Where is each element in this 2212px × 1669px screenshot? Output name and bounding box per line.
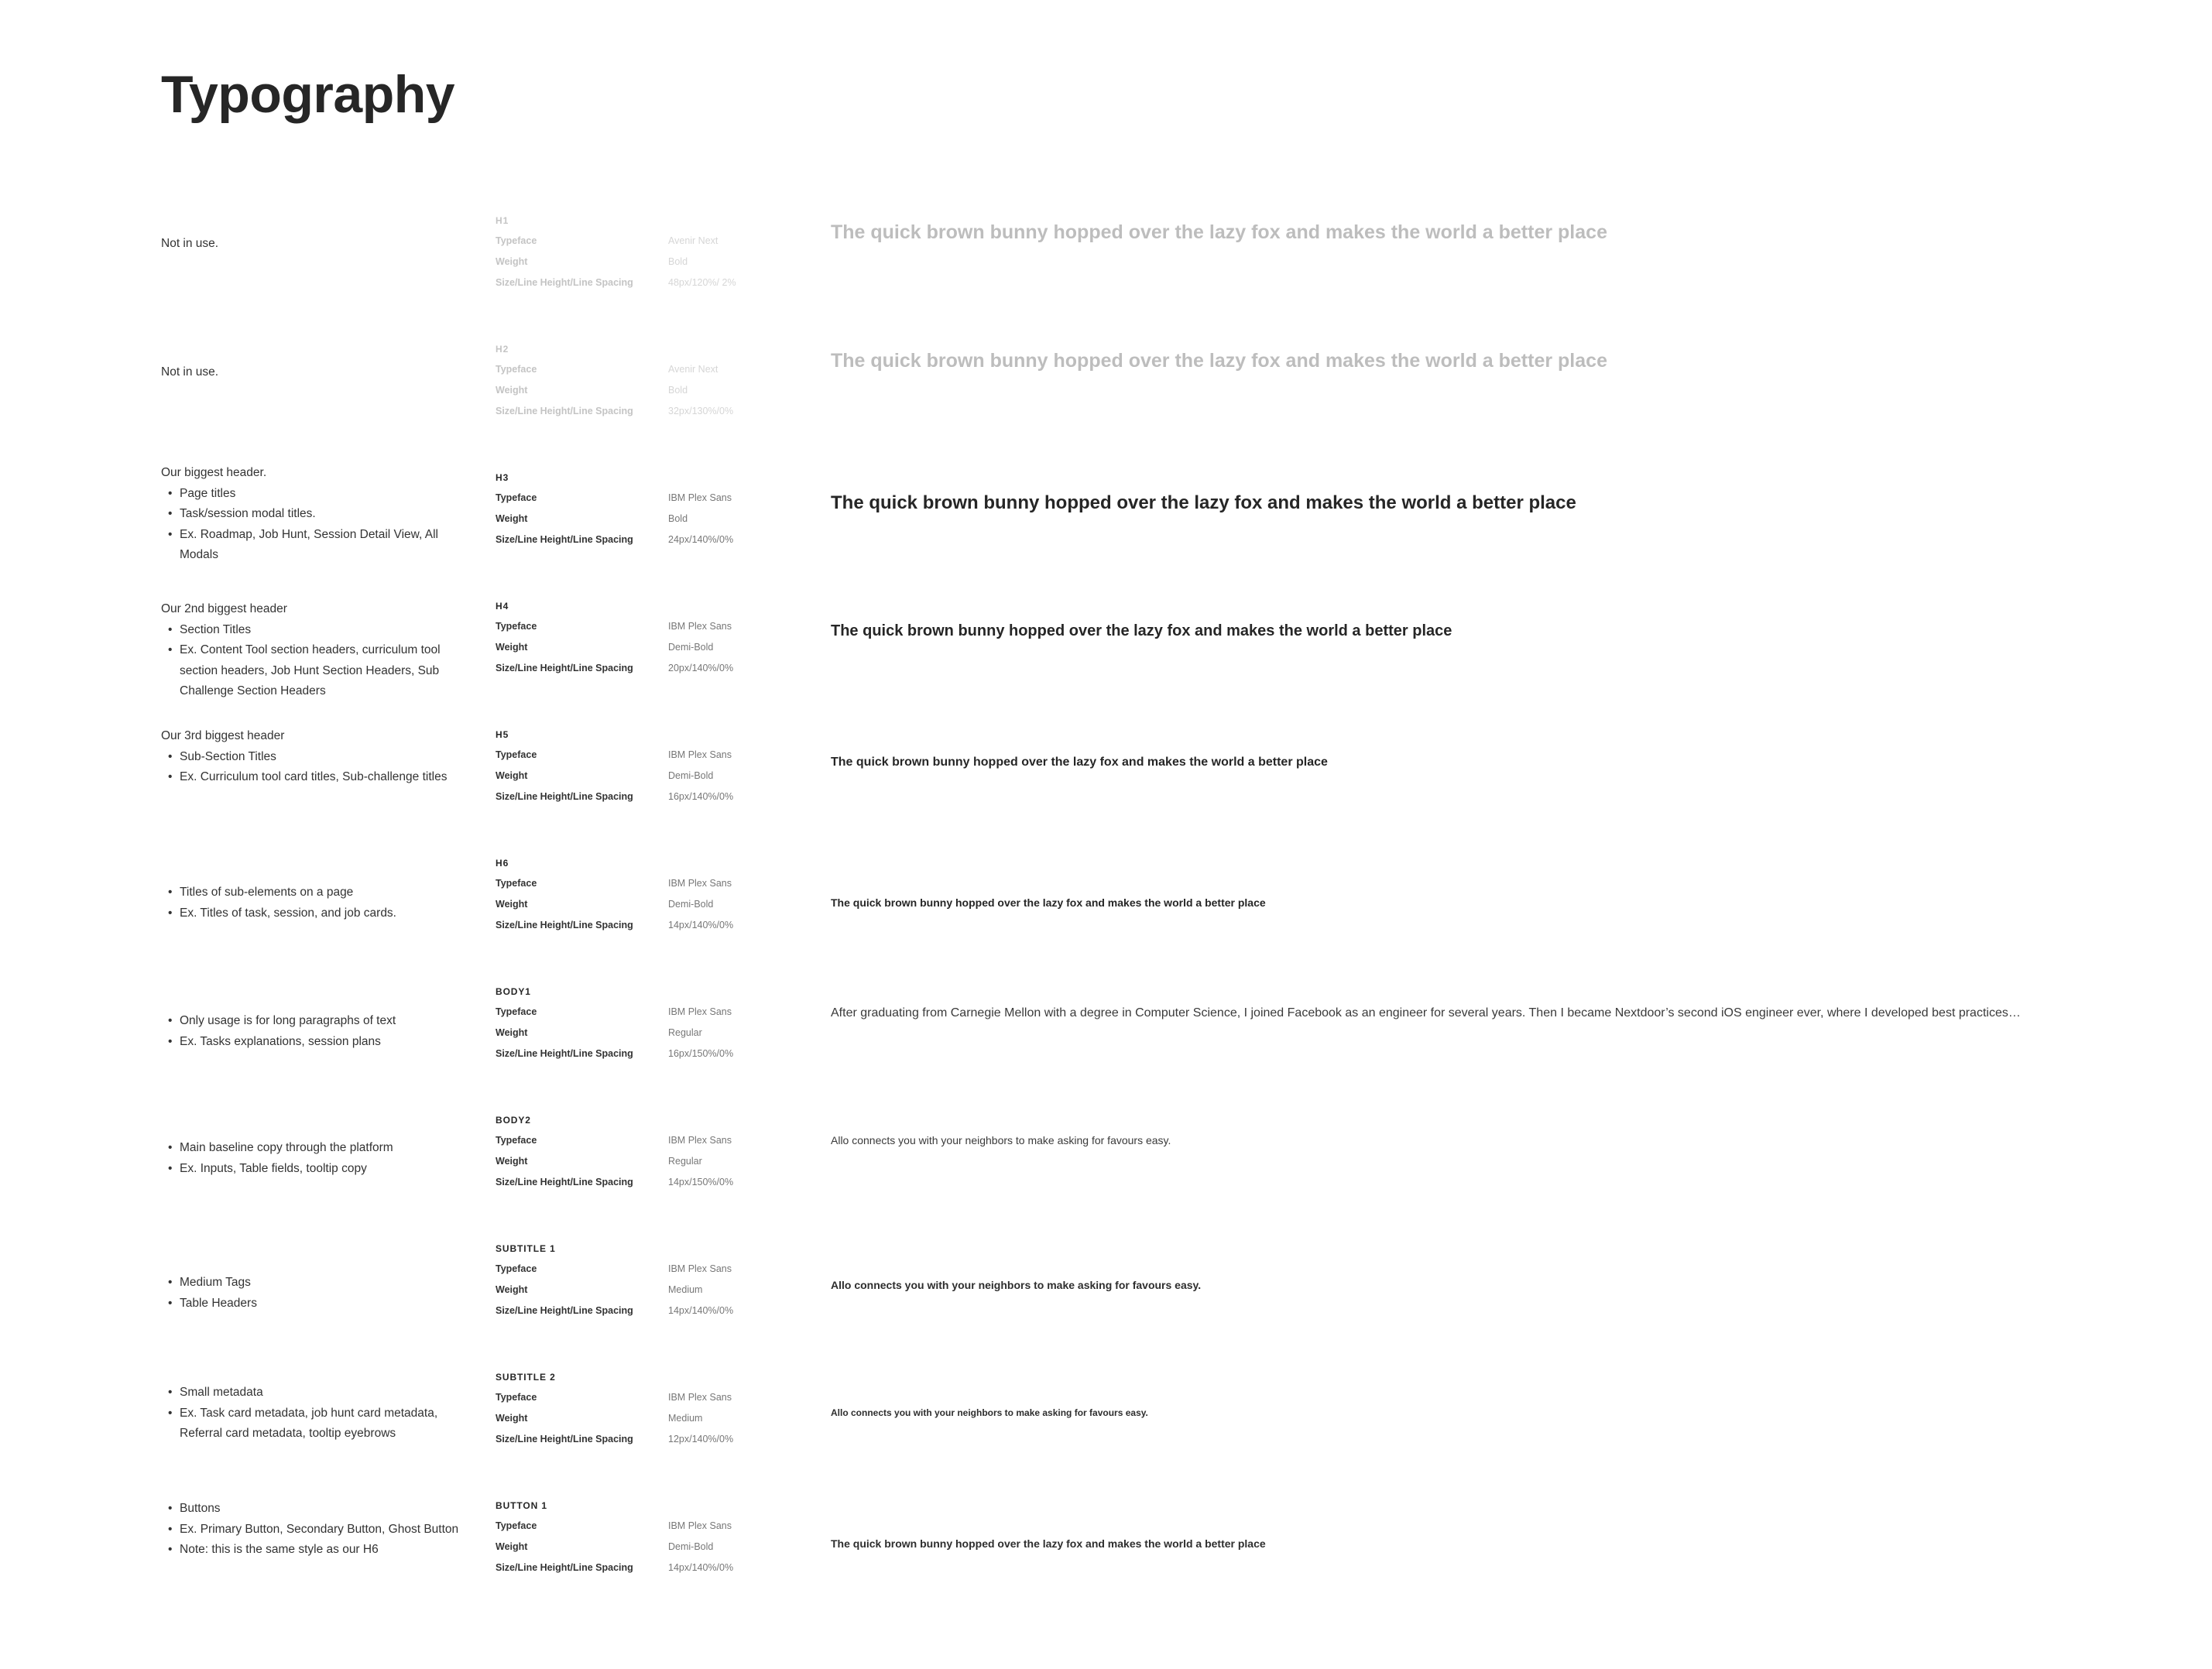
spec-block [496,1110,774,1193]
spec-size [496,401,774,422]
sample-text: Allo connects you with your neighbors to make asking for favours easy. [831,1407,1148,1418]
usage-bullet: • Main baseline copy through the platform [180,1138,463,1159]
spec-size-label: Size/Line Height/Line Spacing [496,277,633,288]
sample-text: The quick brown bunny hopped over the lazy fox and makes the world a better place [831,350,1607,372]
spec-size-label: Size/Line Height/Line Spacing [496,663,633,673]
usage-intro: Our 3rd biggest header [161,729,285,742]
spec-typeface-label: Typeface [496,1263,537,1274]
usage-bullet: • Ex. Task card metadata, job hunt card metadata, Referral card metadata, tooltip eyebrows [180,1403,463,1445]
spec-typeface-value: Avenir Next [668,364,718,375]
usage-bullet-list [161,1138,463,1179]
usage-bullet: • Ex. Curriculum tool card titles, Sub-challenge titles [180,767,463,788]
usage-intro: Our 2nd biggest header [161,602,287,615]
spec-typeface-value: IBM Plex Sans [668,1006,732,1017]
usage-bullet: • Medium Tags [180,1273,463,1294]
spec-weight-label: Weight [496,256,528,267]
style-name: SUBTITLE 2 [496,1372,556,1383]
spec-weight [496,1023,774,1044]
spec-size-value: 16px/150%/0% [668,1048,734,1059]
usage-bullet-list [161,484,463,566]
style-name: BUTTON 1 [496,1500,547,1511]
spec-typeface [496,231,774,252]
usage-description [161,1499,463,1561]
spec-typeface-value: IBM Plex Sans [668,1392,732,1403]
spec-weight-label: Weight [496,1284,528,1295]
spec-weight-label: Weight [496,1541,528,1552]
spec-size [496,1172,774,1193]
spec-weight [496,1408,774,1429]
spec-typeface-label: Typeface [496,1392,537,1403]
spec-size-label: Size/Line Height/Line Spacing [496,1562,633,1573]
spec-size-value: 14px/140%/0% [668,1562,734,1573]
spec-weight [496,380,774,401]
spec-weight [496,766,774,787]
spec-block [496,1239,774,1321]
usage-bullet-list [161,1499,463,1561]
spec-typeface-value: IBM Plex Sans [668,1520,732,1531]
usage-description [161,599,463,702]
spec-block [496,211,774,293]
style-name: BODY1 [496,986,531,997]
spec-weight-label: Weight [496,1413,528,1424]
usage-bullet-list [161,1383,463,1445]
spec-weight-label: Weight [496,1027,528,1038]
spec-weight-value: Demi-Bold [668,899,714,910]
usage-description [161,1273,463,1314]
spec-typeface-label: Typeface [496,878,537,889]
spec-typeface-label: Typeface [496,1520,537,1531]
spec-typeface [496,1130,774,1151]
spec-typeface-label: Typeface [496,235,537,246]
usage-bullet: • Ex. Tasks explanations, session plans [180,1032,463,1053]
usage-bullet: • Buttons [180,1499,463,1520]
usage-bullet: • Table Headers [180,1294,463,1314]
spec-weight [496,509,774,529]
spec-size-label: Size/Line Height/Line Spacing [496,406,633,416]
spec-size [496,272,774,293]
spec-size-label: Size/Line Height/Line Spacing [496,1434,633,1445]
spec-typeface-value: IBM Plex Sans [668,749,732,760]
usage-bullet: • Ex. Inputs, Table fields, tooltip copy [180,1159,463,1180]
style-name: H5 [496,729,509,740]
spec-weight-value: Bold [668,513,688,524]
spec-size-value: 16px/140%/0% [668,791,734,802]
spec-weight-label: Weight [496,899,528,910]
spec-size-label: Size/Line Height/Line Spacing [496,1305,633,1316]
sample-text: The quick brown bunny hopped over the lazy fox and makes the world a better place [831,221,1607,243]
spec-weight [496,637,774,658]
spec-typeface-value: Avenir Next [668,235,718,246]
usage-bullet-list [161,1011,463,1052]
spec-block [496,468,774,550]
style-name: H2 [496,344,509,355]
spec-size [496,1301,774,1321]
spec-block [496,1367,774,1450]
spec-weight-value: Bold [668,385,688,396]
spec-size-value: 24px/140%/0% [668,534,734,545]
spec-weight-label: Weight [496,770,528,781]
sample-text: The quick brown bunny hopped over the lazy fox and makes the world a better place [831,896,1266,909]
usage-bullet-list [161,1273,463,1314]
spec-typeface-label: Typeface [496,492,537,503]
spec-typeface-label: Typeface [496,1135,537,1146]
usage-bullet: • Titles of sub-elements on a page [180,882,463,903]
spec-typeface [496,1516,774,1537]
spec-size [496,529,774,550]
spec-size-value: 14px/150%/0% [668,1177,734,1187]
spec-size [496,1558,774,1578]
spec-typeface [496,1259,774,1280]
spec-size-value: 12px/140%/0% [668,1434,734,1445]
spec-weight [496,1537,774,1558]
spec-block [496,1496,774,1578]
spec-weight [496,1151,774,1172]
usage-description [161,463,463,566]
spec-block [496,339,774,422]
sample-text: The quick brown bunny hopped over the lazy fox and makes the world a better place [831,622,1452,639]
style-name: H6 [496,858,509,869]
spec-weight-value: Medium [668,1413,703,1424]
usage-bullet-list [161,747,463,788]
usage-bullet-list [161,882,463,924]
sample-text: The quick brown bunny hopped over the lazy fox and makes the world a better place [831,492,1576,513]
spec-typeface [496,873,774,894]
spec-weight [496,1280,774,1301]
spec-size-label: Size/Line Height/Line Spacing [496,791,633,802]
spec-weight-value: Demi-Bold [668,1541,714,1552]
usage-description [161,362,463,383]
spec-typeface [496,488,774,509]
usage-intro: Not in use. [161,365,219,379]
usage-description [161,1138,463,1179]
style-name: H1 [496,215,509,226]
usage-description [161,234,463,255]
spec-typeface-label: Typeface [496,1006,537,1017]
spec-typeface-label: Typeface [496,621,537,632]
spec-typeface-value: IBM Plex Sans [668,621,732,632]
usage-bullet: • Small metadata [180,1383,463,1403]
usage-bullet: • Task/session modal titles. [180,504,463,525]
spec-block [496,725,774,807]
spec-size-label: Size/Line Height/Line Spacing [496,1048,633,1059]
spec-size-value: 14px/140%/0% [668,1305,734,1316]
spec-weight-label: Weight [496,385,528,396]
spec-size-label: Size/Line Height/Line Spacing [496,920,633,930]
spec-size [496,658,774,679]
spec-typeface-value: IBM Plex Sans [668,1135,732,1146]
spec-size-value: 48px/120%/ 2% [668,277,736,288]
spec-typeface-value: IBM Plex Sans [668,1263,732,1274]
spec-weight-value: Demi-Bold [668,642,714,653]
spec-block [496,853,774,936]
spec-block [496,596,774,679]
spec-typeface-value: IBM Plex Sans [668,492,732,503]
spec-typeface [496,1002,774,1023]
usage-bullet: • Ex. Primary Button, Secondary Button, Ghost Button [180,1520,463,1540]
style-name: SUBTITLE 1 [496,1243,556,1254]
spec-typeface-label: Typeface [496,749,537,760]
spec-typeface [496,745,774,766]
usage-description [161,882,463,924]
spec-size [496,1429,774,1450]
usage-bullet-list [161,620,463,702]
spec-weight-label: Weight [496,513,528,524]
usage-bullet: • Sub-Section Titles [180,747,463,768]
spec-weight-value: Demi-Bold [668,770,714,781]
spec-typeface-value: IBM Plex Sans [668,878,732,889]
spec-size-value: 20px/140%/0% [668,663,734,673]
spec-weight-value: Medium [668,1284,703,1295]
spec-weight-value: Regular [668,1156,702,1167]
usage-bullet: • Ex. Roadmap, Job Hunt, Session Detail View, All Modals [180,525,463,566]
spec-size [496,787,774,807]
spec-weight-value: Bold [668,256,688,267]
style-name: H4 [496,601,509,612]
spec-size-value: 32px/130%/0% [668,406,734,416]
spec-weight-label: Weight [496,642,528,653]
spec-weight [496,894,774,915]
spec-size-value: 14px/140%/0% [668,920,734,930]
spec-weight [496,252,774,272]
usage-description [161,1011,463,1052]
spec-block [496,982,774,1064]
usage-bullet: • Section Titles [180,620,463,641]
spec-weight-value: Regular [668,1027,702,1038]
spec-typeface [496,359,774,380]
spec-size [496,1044,774,1064]
sample-text: The quick brown bunny hopped over the lazy fox and makes the world a better place [831,756,1328,769]
spec-size-label: Size/Line Height/Line Spacing [496,1177,633,1187]
spec-weight-label: Weight [496,1156,528,1167]
usage-bullet: • Ex. Content Tool section headers, curriculum tool section headers, Job Hunt Section Headers, Sub Challenge Section Headers [180,640,463,702]
spec-typeface [496,1387,774,1408]
spec-size [496,915,774,936]
style-name: H3 [496,472,509,483]
sample-text: After graduating from Carnegie Mellon with a degree in Computer Science, I joined Facebook as an engineer for several years. Then I became Nextdoor’s second iOS engineer ever, where I developed best practices… [831,1006,2021,1020]
usage-description [161,1383,463,1445]
usage-description [161,726,463,788]
usage-bullet: • Note: this is the same style as our H6 [180,1540,463,1561]
spec-typeface [496,616,774,637]
sample-text: The quick brown bunny hopped over the lazy fox and makes the world a better place [831,1537,1266,1550]
style-name: BODY2 [496,1115,531,1126]
spec-typeface-label: Typeface [496,364,537,375]
sample-text: Allo connects you with your neighbors to make asking for favours easy. [831,1279,1202,1291]
usage-intro: Not in use. [161,237,219,250]
spec-size-label: Size/Line Height/Line Spacing [496,534,633,545]
usage-bullet: • Page titles [180,484,463,505]
usage-bullet: • Only usage is for long paragraphs of text [180,1011,463,1032]
sample-text: Allo connects you with your neighbors to make asking for favours easy. [831,1134,1171,1146]
usage-intro: Our biggest header. [161,466,267,479]
usage-bullet: • Ex. Titles of task, session, and job cards. [180,903,463,924]
page-title: Typography [161,65,455,124]
